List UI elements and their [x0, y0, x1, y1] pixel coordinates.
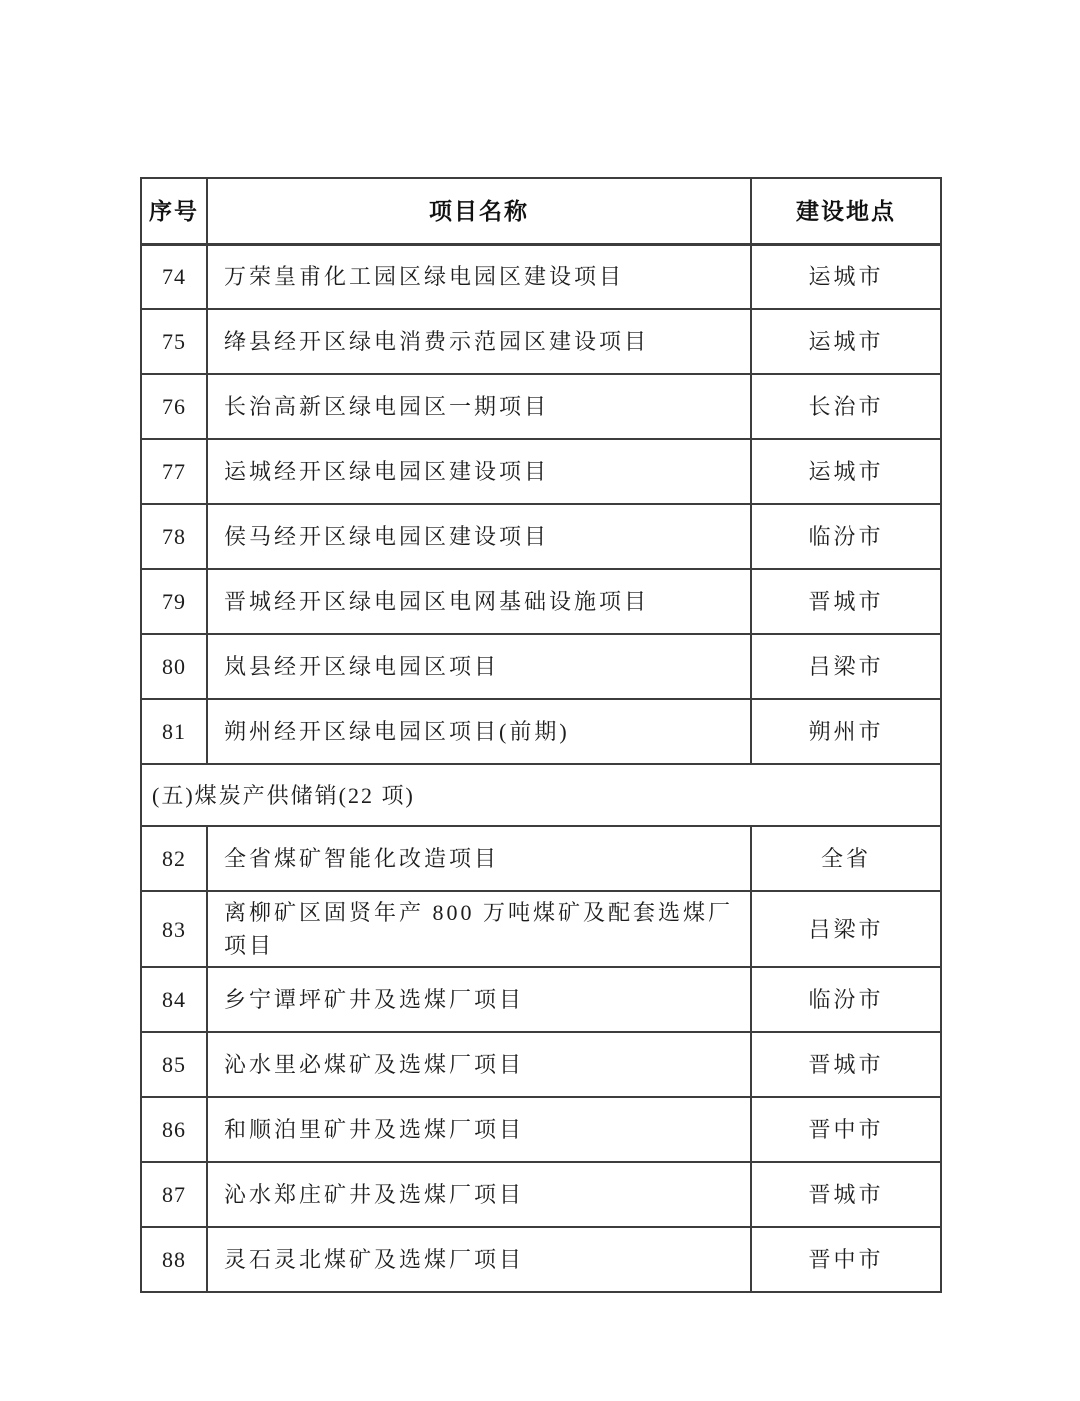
row-index: 81 — [141, 699, 207, 764]
row-index: 87 — [141, 1162, 207, 1227]
table-row — [141, 309, 941, 374]
table-row — [141, 504, 941, 569]
row-index: 83 — [141, 891, 207, 967]
row-index: 77 — [141, 439, 207, 504]
table-row — [141, 1162, 941, 1227]
table-row — [141, 439, 941, 504]
row-project-name: 长治高新区绿电园区一期项目 — [207, 374, 751, 439]
table-row — [141, 891, 941, 967]
table-row — [141, 569, 941, 634]
table-header-row — [141, 178, 941, 244]
projects-table — [140, 177, 942, 1293]
header-index: 序号 — [141, 178, 207, 244]
row-project-name: 全省煤矿智能化改造项目 — [207, 826, 751, 891]
row-project-name: 和顺泊里矿井及选煤厂项目 — [207, 1097, 751, 1162]
section-header-label: (五)煤炭产供储销(22 项) — [141, 764, 941, 826]
table-row — [141, 1097, 941, 1162]
row-index: 74 — [141, 244, 207, 309]
row-index: 86 — [141, 1097, 207, 1162]
row-index: 88 — [141, 1227, 207, 1292]
row-location: 晋城市 — [751, 1162, 941, 1227]
row-project-name: 岚县经开区绿电园区项目 — [207, 634, 751, 699]
row-location: 朔州市 — [751, 699, 941, 764]
table-row — [141, 244, 941, 309]
row-project-name: 乡宁谭坪矿井及选煤厂项目 — [207, 967, 751, 1032]
row-location: 吕梁市 — [751, 891, 941, 967]
row-project-name: 灵石灵北煤矿及选煤厂项目 — [207, 1227, 751, 1292]
row-location: 晋中市 — [751, 1097, 941, 1162]
table-row — [141, 699, 941, 764]
table-row — [141, 1227, 941, 1292]
row-location: 全省 — [751, 826, 941, 891]
row-index: 80 — [141, 634, 207, 699]
table-row — [141, 374, 941, 439]
row-project-name: 沁水郑庄矿井及选煤厂项目 — [207, 1162, 751, 1227]
header-location: 建设地点 — [751, 178, 941, 244]
row-project-name: 晋城经开区绿电园区电网基础设施项目 — [207, 569, 751, 634]
row-project-name: 绛县经开区绿电消费示范园区建设项目 — [207, 309, 751, 374]
row-project-name: 运城经开区绿电园区建设项目 — [207, 439, 751, 504]
row-location: 晋城市 — [751, 1032, 941, 1097]
row-index: 79 — [141, 569, 207, 634]
section-header-row — [141, 764, 941, 826]
table-row — [141, 967, 941, 1032]
row-location: 晋中市 — [751, 1227, 941, 1292]
table-row — [141, 634, 941, 699]
row-index: 78 — [141, 504, 207, 569]
row-location: 吕梁市 — [751, 634, 941, 699]
row-index: 82 — [141, 826, 207, 891]
row-project-name: 朔州经开区绿电园区项目(前期) — [207, 699, 751, 764]
row-index: 75 — [141, 309, 207, 374]
row-project-name: 沁水里必煤矿及选煤厂项目 — [207, 1032, 751, 1097]
row-location: 运城市 — [751, 309, 941, 374]
row-project-name: 离柳矿区固贤年产 800 万吨煤矿及配套选煤厂项目 — [207, 891, 751, 967]
row-index: 84 — [141, 967, 207, 1032]
table-row — [141, 826, 941, 891]
row-location: 长治市 — [751, 374, 941, 439]
row-location: 运城市 — [751, 439, 941, 504]
row-project-name: 万荣皇甫化工园区绿电园区建设项目 — [207, 244, 751, 309]
row-project-name: 侯马经开区绿电园区建设项目 — [207, 504, 751, 569]
header-project-name: 项目名称 — [207, 178, 751, 244]
row-index: 85 — [141, 1032, 207, 1097]
row-location: 临汾市 — [751, 967, 941, 1032]
table-row — [141, 1032, 941, 1097]
row-index: 76 — [141, 374, 207, 439]
row-location: 临汾市 — [751, 504, 941, 569]
row-location: 晋城市 — [751, 569, 941, 634]
row-location: 运城市 — [751, 244, 941, 309]
